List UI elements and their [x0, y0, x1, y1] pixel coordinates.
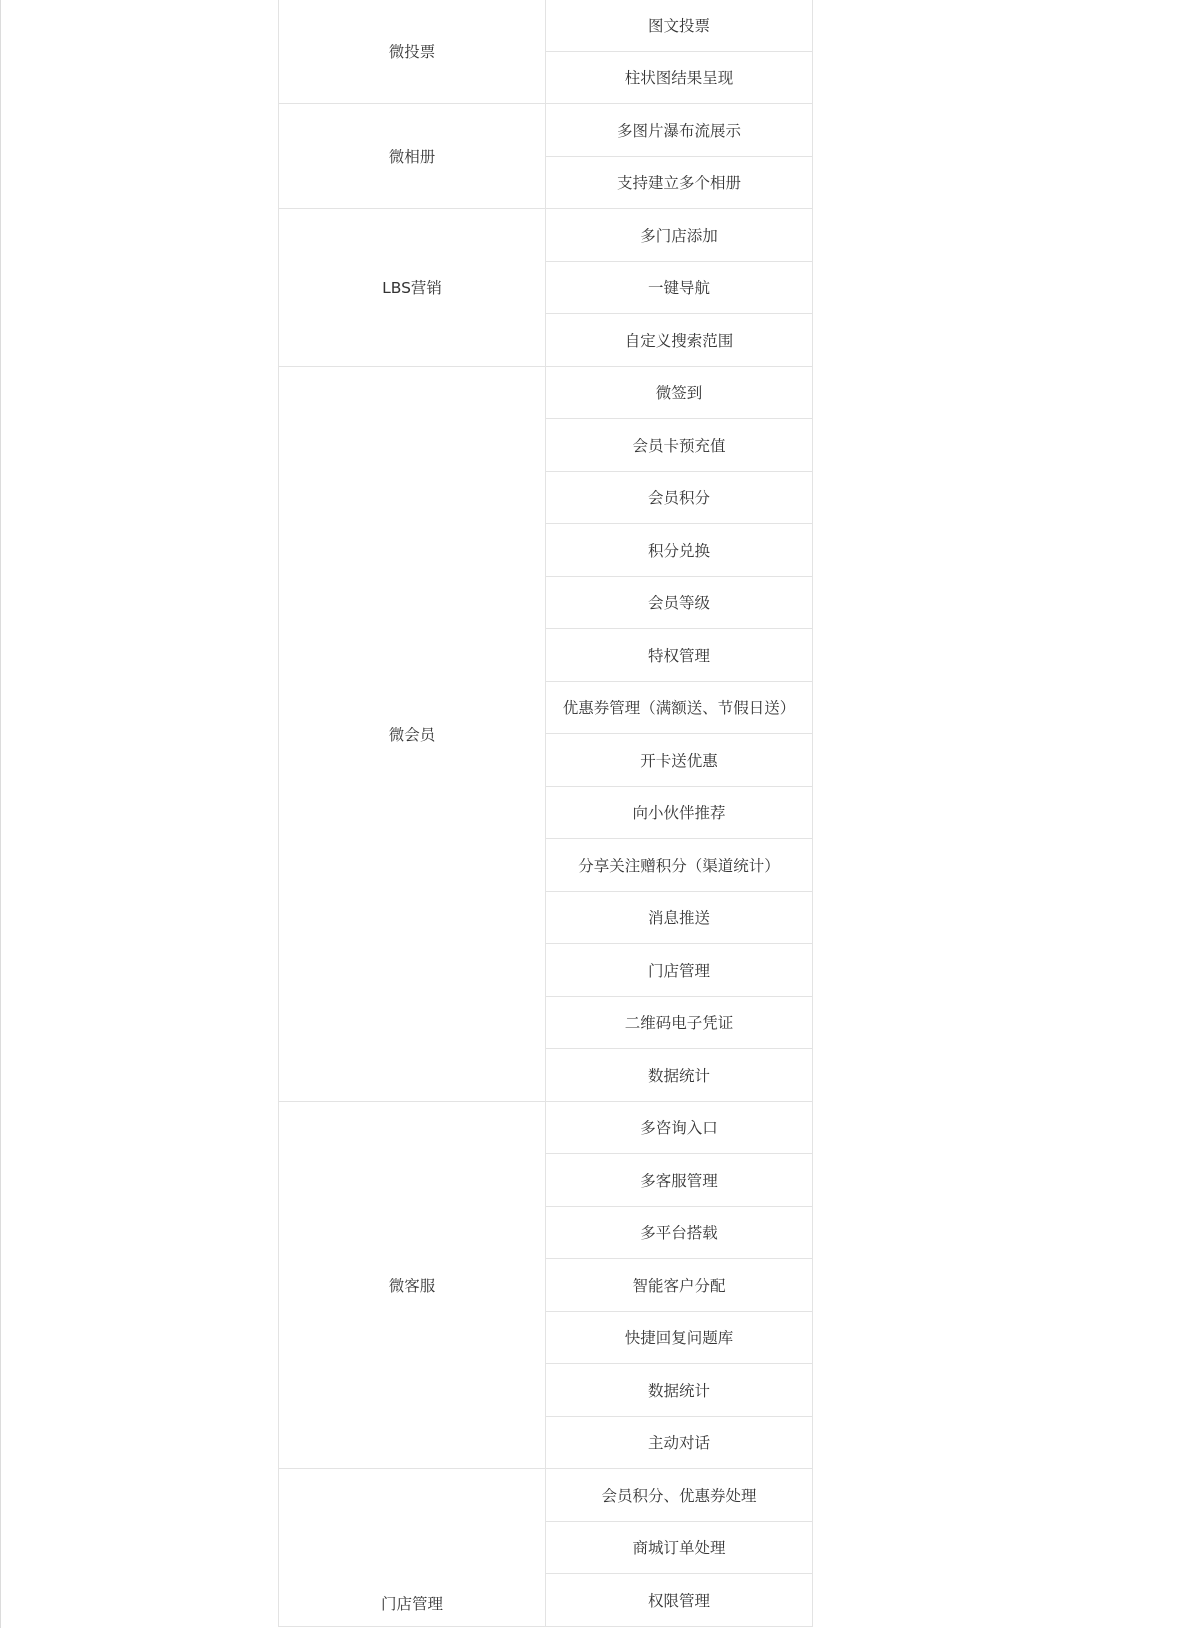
feature-cell: 会员积分 — [546, 471, 813, 524]
feature-cell: 会员卡预充值 — [546, 419, 813, 472]
table-row — [279, 1101, 813, 1154]
table-row — [279, 209, 813, 262]
feature-cell: 门店管理 — [546, 944, 813, 997]
feature-cell: 会员等级 — [546, 576, 813, 629]
feature-cell: 多平台搭载 — [546, 1206, 813, 1259]
feature-cell: 多客服管理 — [546, 1154, 813, 1207]
feature-cell: 开卡送优惠 — [546, 734, 813, 787]
feature-cell: 数据统计 — [546, 1049, 813, 1102]
category-cell: 门店管理 — [279, 1469, 546, 1627]
category-cell: 微会员 — [279, 366, 546, 1101]
feature-table-body — [279, 0, 813, 1626]
feature-cell: 一键导航 — [546, 261, 813, 314]
feature-cell: 智能客户分配 — [546, 1259, 813, 1312]
feature-cell: 柱状图结果呈现 — [546, 51, 813, 104]
feature-cell: 权限管理 — [546, 1574, 813, 1627]
category-cell: 微投票 — [279, 0, 546, 104]
feature-cell: 向小伙伴推荐 — [546, 786, 813, 839]
feature-cell: 特权管理 — [546, 629, 813, 682]
table-row — [279, 366, 813, 419]
feature-cell: 微签到 — [546, 366, 813, 419]
feature-cell: 商城订单处理 — [546, 1521, 813, 1574]
feature-cell: 优惠券管理（满额送、节假日送） — [546, 681, 813, 734]
feature-cell: 消息推送 — [546, 891, 813, 944]
feature-table — [278, 0, 813, 1627]
feature-cell: 分享关注赠积分（渠道统计） — [546, 839, 813, 892]
table-row — [279, 1469, 813, 1522]
feature-cell: 会员积分、优惠券处理 — [546, 1469, 813, 1522]
feature-cell: 快捷回复问题库 — [546, 1311, 813, 1364]
table-row — [279, 0, 813, 51]
feature-cell: 积分兑换 — [546, 524, 813, 577]
feature-cell: 多咨询入口 — [546, 1101, 813, 1154]
feature-cell: 数据统计 — [546, 1364, 813, 1417]
category-cell: 微相册 — [279, 104, 546, 209]
category-cell: LBS营销 — [279, 209, 546, 367]
feature-cell: 支持建立多个相册 — [546, 156, 813, 209]
feature-cell: 多图片瀑布流展示 — [546, 104, 813, 157]
feature-cell: 图文投票 — [546, 0, 813, 51]
feature-cell: 主动对话 — [546, 1416, 813, 1469]
feature-cell: 二维码电子凭证 — [546, 996, 813, 1049]
feature-cell: 自定义搜索范围 — [546, 314, 813, 367]
table-row — [279, 104, 813, 157]
feature-cell: 多门店添加 — [546, 209, 813, 262]
page-left-border — [0, 0, 1, 1628]
category-cell: 微客服 — [279, 1101, 546, 1469]
